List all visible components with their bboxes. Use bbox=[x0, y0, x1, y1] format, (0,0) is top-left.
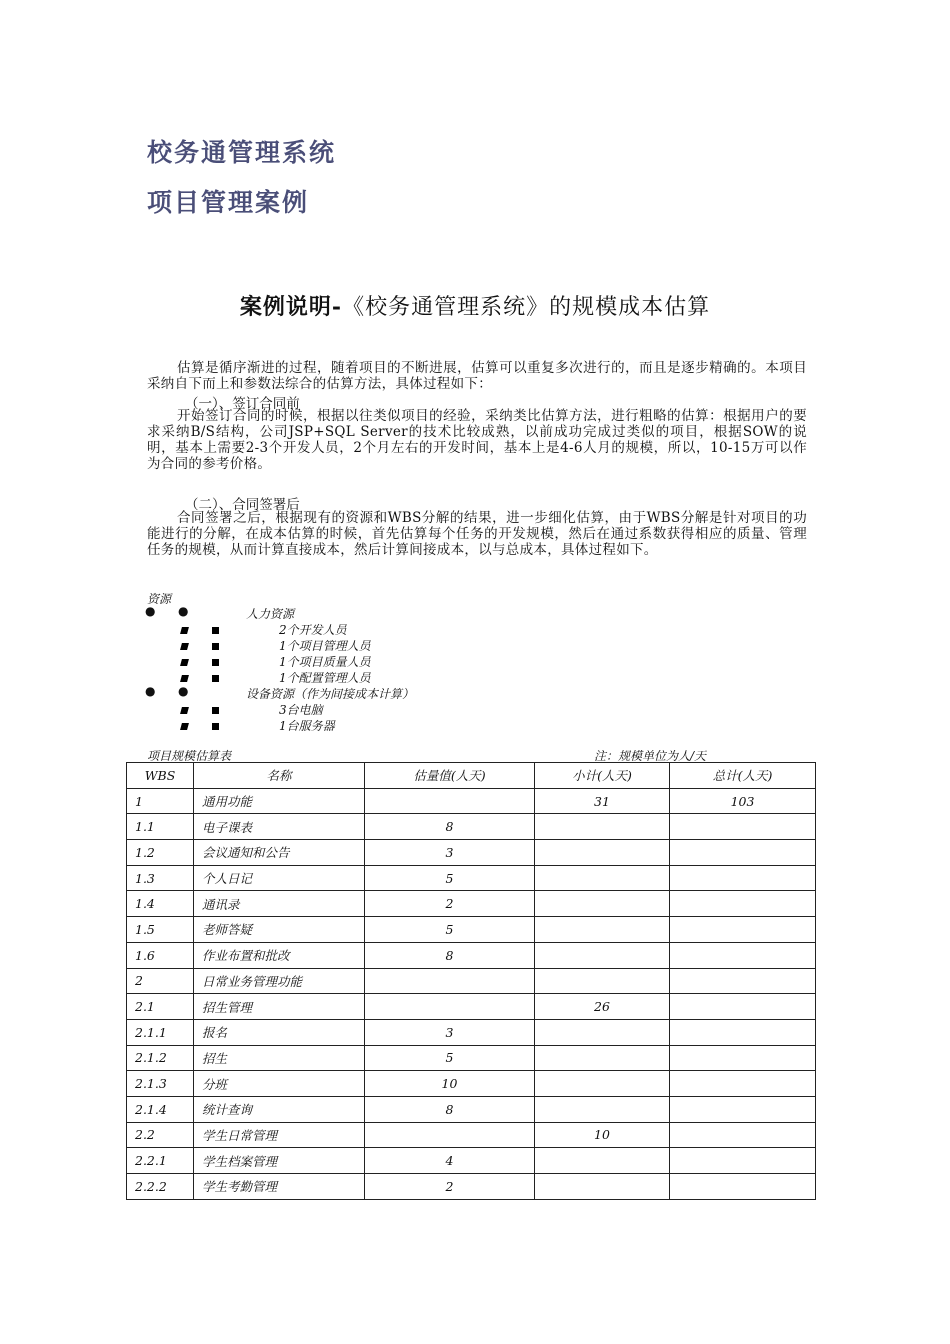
cell-subtotal bbox=[535, 1148, 670, 1174]
cell-total bbox=[670, 942, 816, 968]
cell-name: 电子课表 bbox=[194, 814, 365, 840]
cell-estimate: 2 bbox=[365, 891, 535, 917]
square-bullet-icon bbox=[181, 671, 188, 685]
table-row bbox=[127, 968, 816, 994]
table-row bbox=[127, 891, 816, 917]
cell-wbs: 2.1.3 bbox=[127, 1071, 194, 1097]
cell-subtotal bbox=[535, 865, 670, 891]
cell-name: 作业布置和批改 bbox=[194, 942, 365, 968]
cell-estimate bbox=[365, 1122, 535, 1148]
bullet-icon: ● bbox=[145, 684, 156, 698]
cell-estimate: 5 bbox=[365, 917, 535, 943]
cell-wbs: 1.5 bbox=[127, 917, 194, 943]
cell-subtotal: 31 bbox=[535, 788, 670, 814]
table-caption: 项目规模估算表 bbox=[147, 749, 232, 763]
estimate-table bbox=[126, 762, 816, 1200]
cell-estimate: 5 bbox=[365, 865, 535, 891]
cell-name: 个人日记 bbox=[194, 865, 365, 891]
equipment-item: 1台服务器 bbox=[279, 719, 335, 733]
cell-name: 招生 bbox=[194, 1045, 365, 1071]
cell-subtotal bbox=[535, 891, 670, 917]
cell-wbs: 1 bbox=[127, 788, 194, 814]
cell-name: 日常业务管理功能 bbox=[194, 968, 365, 994]
cell-total bbox=[670, 1045, 816, 1071]
equipment-item: 3台电脑 bbox=[279, 703, 323, 717]
header-total: 总计(人天) bbox=[670, 763, 816, 789]
cell-total bbox=[670, 1096, 816, 1122]
cell-name: 学生档案管理 bbox=[194, 1148, 365, 1174]
cell-estimate bbox=[365, 994, 535, 1020]
square-bullet-icon bbox=[181, 719, 188, 733]
section1-body: 开始签订合同的时候，根据以往类似项目的经验，采纳类比估算方法，进行粗略的估算：根据用户的要求采纳B/S结构，公司JSP+SQL Server的技术比较成熟，以前成功完成过类似的项目，根据SOW的说明，基本上需要2-3个开发人员，2个月左右的开发时间，基本上是4-6人月的规模，所以，10-15万可以作为合同的参考价格。 bbox=[147, 408, 807, 472]
square-bullet-icon bbox=[212, 719, 219, 733]
cell-wbs: 2.1 bbox=[127, 994, 194, 1020]
human-item: 2个开发人员 bbox=[279, 623, 347, 637]
header-name: 名称 bbox=[194, 763, 365, 789]
cell-total bbox=[670, 968, 816, 994]
cell-wbs: 2.2.1 bbox=[127, 1148, 194, 1174]
cell-total bbox=[670, 1071, 816, 1097]
table-row bbox=[127, 788, 816, 814]
cell-total bbox=[670, 1122, 816, 1148]
cell-estimate: 8 bbox=[365, 814, 535, 840]
square-bullet-icon bbox=[181, 655, 188, 669]
cell-estimate: 5 bbox=[365, 1045, 535, 1071]
section2-title: （二）、合同签署后 bbox=[185, 497, 300, 513]
cell-wbs: 1.1 bbox=[127, 814, 194, 840]
cell-estimate: 4 bbox=[365, 1148, 535, 1174]
cell-estimate: 3 bbox=[365, 1019, 535, 1045]
cell-estimate: 2 bbox=[365, 1174, 535, 1200]
doc-title: 校务通管理系统 bbox=[147, 138, 337, 167]
header-subtotal: 小计(人天) bbox=[535, 763, 670, 789]
cell-subtotal: 10 bbox=[535, 1122, 670, 1148]
cell-wbs: 1.2 bbox=[127, 840, 194, 866]
cell-name: 通讯录 bbox=[194, 891, 365, 917]
cell-subtotal bbox=[535, 1071, 670, 1097]
cell-subtotal bbox=[535, 1045, 670, 1071]
square-bullet-icon bbox=[212, 639, 219, 653]
square-bullet-icon bbox=[181, 703, 188, 717]
header-estimate: 估量值(人天) bbox=[365, 763, 535, 789]
intro-paragraph: 估算是循序渐进的过程，随着项目的不断进展，估算可以重复多次进行的，而且是逐步精确的。本项目采纳自下而上和参数法综合的估算方法，具体过程如下： bbox=[147, 360, 807, 392]
section1-title: （一）、签订合同前 bbox=[185, 396, 300, 412]
cell-estimate: 8 bbox=[365, 1096, 535, 1122]
cell-total bbox=[670, 1019, 816, 1045]
table-row bbox=[127, 942, 816, 968]
cell-estimate: 10 bbox=[365, 1071, 535, 1097]
bullet-icon: ● bbox=[178, 604, 189, 618]
cell-name: 学生日常管理 bbox=[194, 1122, 365, 1148]
cell-wbs: 2.1.1 bbox=[127, 1019, 194, 1045]
cell-wbs: 2.2 bbox=[127, 1122, 194, 1148]
cell-name: 学生考勤管理 bbox=[194, 1174, 365, 1200]
human-item: 1个项目质量人员 bbox=[279, 655, 371, 669]
cell-subtotal bbox=[535, 917, 670, 943]
cell-name: 分班 bbox=[194, 1071, 365, 1097]
resource-human: 人力资源 bbox=[246, 607, 295, 621]
cell-total bbox=[670, 865, 816, 891]
cell-total bbox=[670, 891, 816, 917]
cell-estimate bbox=[365, 788, 535, 814]
square-bullet-icon bbox=[181, 623, 188, 637]
cell-wbs: 1.3 bbox=[127, 865, 194, 891]
cell-subtotal bbox=[535, 942, 670, 968]
cell-name: 招生管理 bbox=[194, 994, 365, 1020]
cell-subtotal bbox=[535, 1096, 670, 1122]
cell-subtotal bbox=[535, 1019, 670, 1045]
cell-wbs: 1.4 bbox=[127, 891, 194, 917]
table-row bbox=[127, 814, 816, 840]
table-header-row bbox=[127, 763, 816, 789]
cell-wbs: 1.6 bbox=[127, 942, 194, 968]
square-bullet-icon bbox=[181, 639, 188, 653]
cell-name: 通用功能 bbox=[194, 788, 365, 814]
cell-estimate: 8 bbox=[365, 942, 535, 968]
bullet-icon: ● bbox=[178, 684, 189, 698]
cell-total bbox=[670, 840, 816, 866]
cell-wbs: 2 bbox=[127, 968, 194, 994]
cell-total bbox=[670, 994, 816, 1020]
table-row bbox=[127, 1174, 816, 1200]
human-item: 1个项目管理人员 bbox=[279, 639, 371, 653]
resource-equipment: 设备资源（作为间接成本计算） bbox=[246, 687, 415, 701]
table-row bbox=[127, 917, 816, 943]
bullet-icon: ● bbox=[145, 604, 156, 618]
cell-total bbox=[670, 917, 816, 943]
cell-wbs: 2.1.4 bbox=[127, 1096, 194, 1122]
cell-subtotal bbox=[535, 1174, 670, 1200]
human-item: 1个配置管理人员 bbox=[279, 671, 371, 685]
cell-name: 老师答疑 bbox=[194, 917, 365, 943]
doc-subtitle: 项目管理案例 bbox=[147, 188, 310, 217]
table-row bbox=[127, 1122, 816, 1148]
cell-estimate: 3 bbox=[365, 840, 535, 866]
cell-name: 报名 bbox=[194, 1019, 365, 1045]
square-bullet-icon bbox=[212, 671, 219, 685]
resources-heading: 资源 bbox=[147, 592, 172, 606]
table-row bbox=[127, 865, 816, 891]
cell-estimate bbox=[365, 968, 535, 994]
cell-total bbox=[670, 1148, 816, 1174]
table-row bbox=[127, 1148, 816, 1174]
cell-subtotal: 26 bbox=[535, 994, 670, 1020]
cell-subtotal bbox=[535, 814, 670, 840]
header-wbs: WBS bbox=[127, 763, 194, 789]
cell-subtotal bbox=[535, 840, 670, 866]
cell-total bbox=[670, 1174, 816, 1200]
case-title bbox=[0, 290, 950, 321]
cell-total: 103 bbox=[670, 788, 816, 814]
table-note: 注：规模单位为人/天 bbox=[594, 749, 707, 763]
square-bullet-icon bbox=[212, 623, 219, 637]
section2-body: 合同签署之后，根据现有的资源和WBS分解的结果，进一步细化估算，由于WBS分解是针对项目的功能进行的分解，在成本估算的时候，首先估算每个任务的开发规模，然后在通过系数获得相应的质量、管理任务的规模，从而计算直接成本，然后计算间接成本，以与总成本，具体过程如下。 bbox=[147, 510, 807, 558]
table-row bbox=[127, 1019, 816, 1045]
cell-name: 统计查询 bbox=[194, 1096, 365, 1122]
table-row bbox=[127, 1096, 816, 1122]
case-title-bold: 案例说明- bbox=[239, 294, 343, 320]
table-row bbox=[127, 1045, 816, 1071]
square-bullet-icon bbox=[212, 655, 219, 669]
cell-subtotal bbox=[535, 968, 670, 994]
cell-name: 会议通知和公告 bbox=[194, 840, 365, 866]
case-title-rest: 《校务通管理系统》的规模成本估算 bbox=[342, 295, 711, 320]
cell-wbs: 2.2.2 bbox=[127, 1174, 194, 1200]
table-row bbox=[127, 994, 816, 1020]
table-row bbox=[127, 840, 816, 866]
square-bullet-icon bbox=[212, 703, 219, 717]
cell-wbs: 2.1.2 bbox=[127, 1045, 194, 1071]
table-row bbox=[127, 1071, 816, 1097]
cell-total bbox=[670, 814, 816, 840]
